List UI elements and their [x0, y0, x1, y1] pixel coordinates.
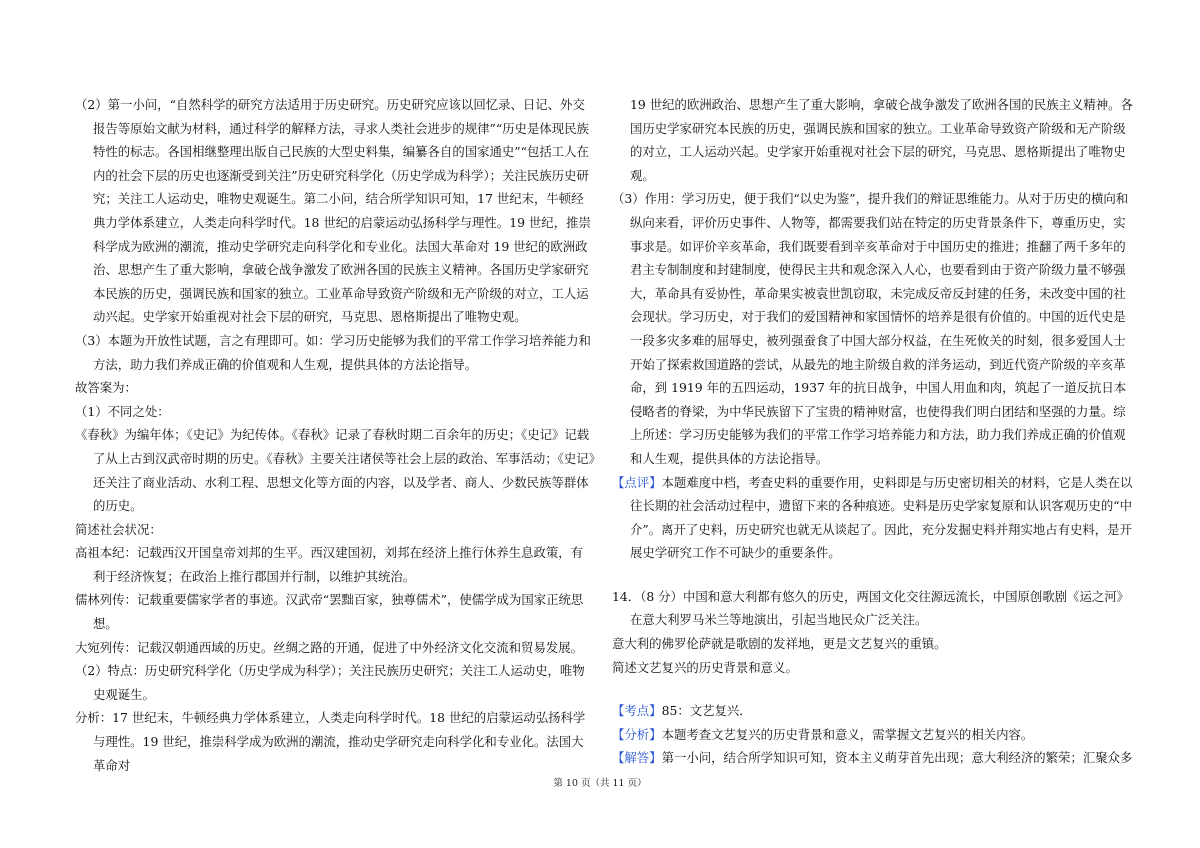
analysis-continued: 19 世纪的欧洲政治、思想产生了重大影响，拿破仑战争激发了欧洲各国的民族主义精神。各国历史学家研究本民族的历史，强调民族和国家的独立。工业革命导致资产阶级和无产阶级的对立，工人运动兴起。史学家开始重视对社会下层的研究，马克思、恩格斯提出了唯物史观。 [630, 97, 1133, 183]
gaozu-benji: 高祖本纪：记载西汉开国皇帝刘邦的生平。西汉建国初，刘邦在经济上推行休养生息政策，有利于经济恢复；在政治上推行郡国并行制，以维护其统治。 [75, 545, 584, 584]
answer-q3-analysis: （3）本题为开放性试题，言之有理即可。如：学习历史能够为我们的平常工作学习培养能力和方法，助力我们养成正确的价值观和人生观，提供具体的方法论指导。 [75, 332, 591, 372]
right-column [612, 93, 1134, 770]
social-status-heading: 简述社会状况： [75, 521, 162, 537]
solution-tag: 【解答】 [612, 750, 662, 766]
page-footer: 第 10 页（共 11 页） [553, 778, 647, 789]
analysis-section [612, 723, 1134, 747]
answer-3-function: （3）作用：学习历史，便于我们“以史为鉴”，提升我们的辩证思维能力。从对于历史的横向和纵向来看，评价历史事件、人物等，都需要我们站在特定的历史背景条件下，尊重历史，实事求是。如评价辛亥革命，我们既要看到辛亥革命对于中国历史的推进；推翻了两千多年的君主专制制度和封建制度，使得民主共和观念深入人心，也要看到由于资产阶级力量不够强大，革命具有妥协性，革命果实被袁世凯窃取，未完成反帝反封建的任务，未改变中国的社会现状。学习历史，对于我们的爱国精神和家国情怀的培养是很有价值的。中国的近代史是一段多灾多难的屈辱史，被列强蚕食了中国大部分权益，在生死攸关的时刻，很多爱国人士开始了探索救国道路的尝试，从最先的地主阶级自救的洋务运动，到近代资产阶级的辛亥革命，到 1919 年的五四运动，1937 年的抗日战争，中国人用血和肉，筑起了一道反抗日本侵略者的脊梁，为中华民族留下了宝贵的精神财富，也使得我们明白团结和坚强的力量。综上所述：学习历史能够为我们的平常工作学习培养能力和方法，助力我们养成正确的价值观和人生观，提供具体的方法论指导。 [612, 191, 1129, 466]
knowledge-point [612, 699, 1134, 723]
answer-2-analysis: 分析：17 世纪末，牛顿经典力学体系建立，人类走向科学时代。18 世纪的启蒙运动弘扬科学与理性。19 世纪，推崇科学成为欧洲的潮流，推动史学研究走向科学化和专业化。法国大革命对 [75, 710, 586, 773]
solution-text: 第一小问，结合所学知识可知，资本主义萌芽首先出现；意大利经济的繁荣；汇聚众多 [661, 750, 1133, 766]
answer-1-heading: （1）不同之处： [75, 403, 170, 419]
comment-section [612, 471, 1134, 565]
comment-text: 本题难度中档，考查史料的重要作用，史料即是与历史密切相关的材料，它是人类在以往长期的社会活动过程中，遗留下来的各种痕迹。史料是历史学家复原和认识客观历史的“中介”。离开了史料，历史研究也就无从谈起了。因此，充分发掘史料并翔实地占有史料，是开展史学研究工作不可缺少的重要条件。 [630, 474, 1133, 561]
knowledge-text: 85：文艺复兴． [661, 703, 752, 719]
question-14-material: 意大利的佛罗伦萨就是歌剧的发祥地，更是文艺复兴的重镇。 [612, 636, 947, 652]
solution-section [612, 746, 1134, 770]
analysis-tag: 【分析】 [612, 726, 662, 742]
answer-2-features: （2）特点：历史研究科学化（历史学成为科学）；关注民族历史研究；关注工人运动史，唯物史观诞生。 [75, 663, 585, 702]
rulin-liezhuan: 儒林列传：记载重要儒家学者的事迹。汉武帝“罢黜百家，独尊儒术”，使儒学成为国家正统思想。 [75, 592, 584, 632]
dawan-liezhuan: 大宛列传：记载汉朝通西域的历史。丝绸之路的开通，促进了中外经济文化交流和贸易发展。 [75, 639, 584, 655]
left-column [75, 93, 595, 777]
knowledge-tag: 【考点】 [612, 703, 662, 719]
answer-q2-analysis: （2）第一小问，“自然科学的研究方法适用于历史研究。历史研究应该以回忆录、日记、外交报告等原始文献为材料，通过科学的解释方法，寻求人类社会进步的规律”“历史是体现民族特性的标志。各国相继整理出版自己民族的大型史料集，编纂各自的国家通史”“包括工人在内的社会下层的历史也逐渐受到关注”历史研究科学化（历史学成为科学）；关注民族历史研究；关注工人运动史，唯物史观诞生。第二小问，结合所学知识可知，17 世纪末，牛顿经典力学体系建立，人类走向科学时代。18 世纪的启蒙运动弘扬科学与理性。19 世纪，推崇科学成为欧洲的潮流，推动史学研究走向科学化和专业化。法国大革命对 19 世纪的欧洲政治、思想产生了重大影响，拿破仑战争激发了欧洲各国的民族主义精神。各国历史学家研究本民族的历史，强调民族和国家的独立。工业革命导致资产阶级和无产阶级的对立，工人运动兴起。史学家开始重视对社会下层的研究，马克思、恩格斯提出了唯物史观。 [75, 97, 591, 325]
answer-1-differences: 《春秋》为编年体；《史记》为纪传体。《春秋》记录了春秋时期二百余年的历史；《史记》记载了从上古到汉武帝时期的历史。《春秋》主要关注诸侯等社会上层的政治、军事活动；《史记》还关注了商业活动、水利工程、思想文化等方面的内容，以及学者、商人、少数民族等群体的历史。 [75, 427, 595, 514]
answer-heading: 故答案为： [75, 380, 137, 396]
analysis-text: 本题考查文艺复兴的历史背景和意义，需掌握文艺复兴的相关内容。 [661, 726, 1034, 742]
question-14-prompt: 简述文艺复兴的历史背景和意义。 [612, 659, 798, 675]
question-14: 14．（8 分）中国和意大利都有悠久的历史，两国文化交往源远流长，中国原创歌剧《运之河》在意大利罗马米兰等地演出，引起当地民众广泛关注。 [612, 588, 1130, 628]
comment-tag: 【点评】 [612, 474, 662, 490]
